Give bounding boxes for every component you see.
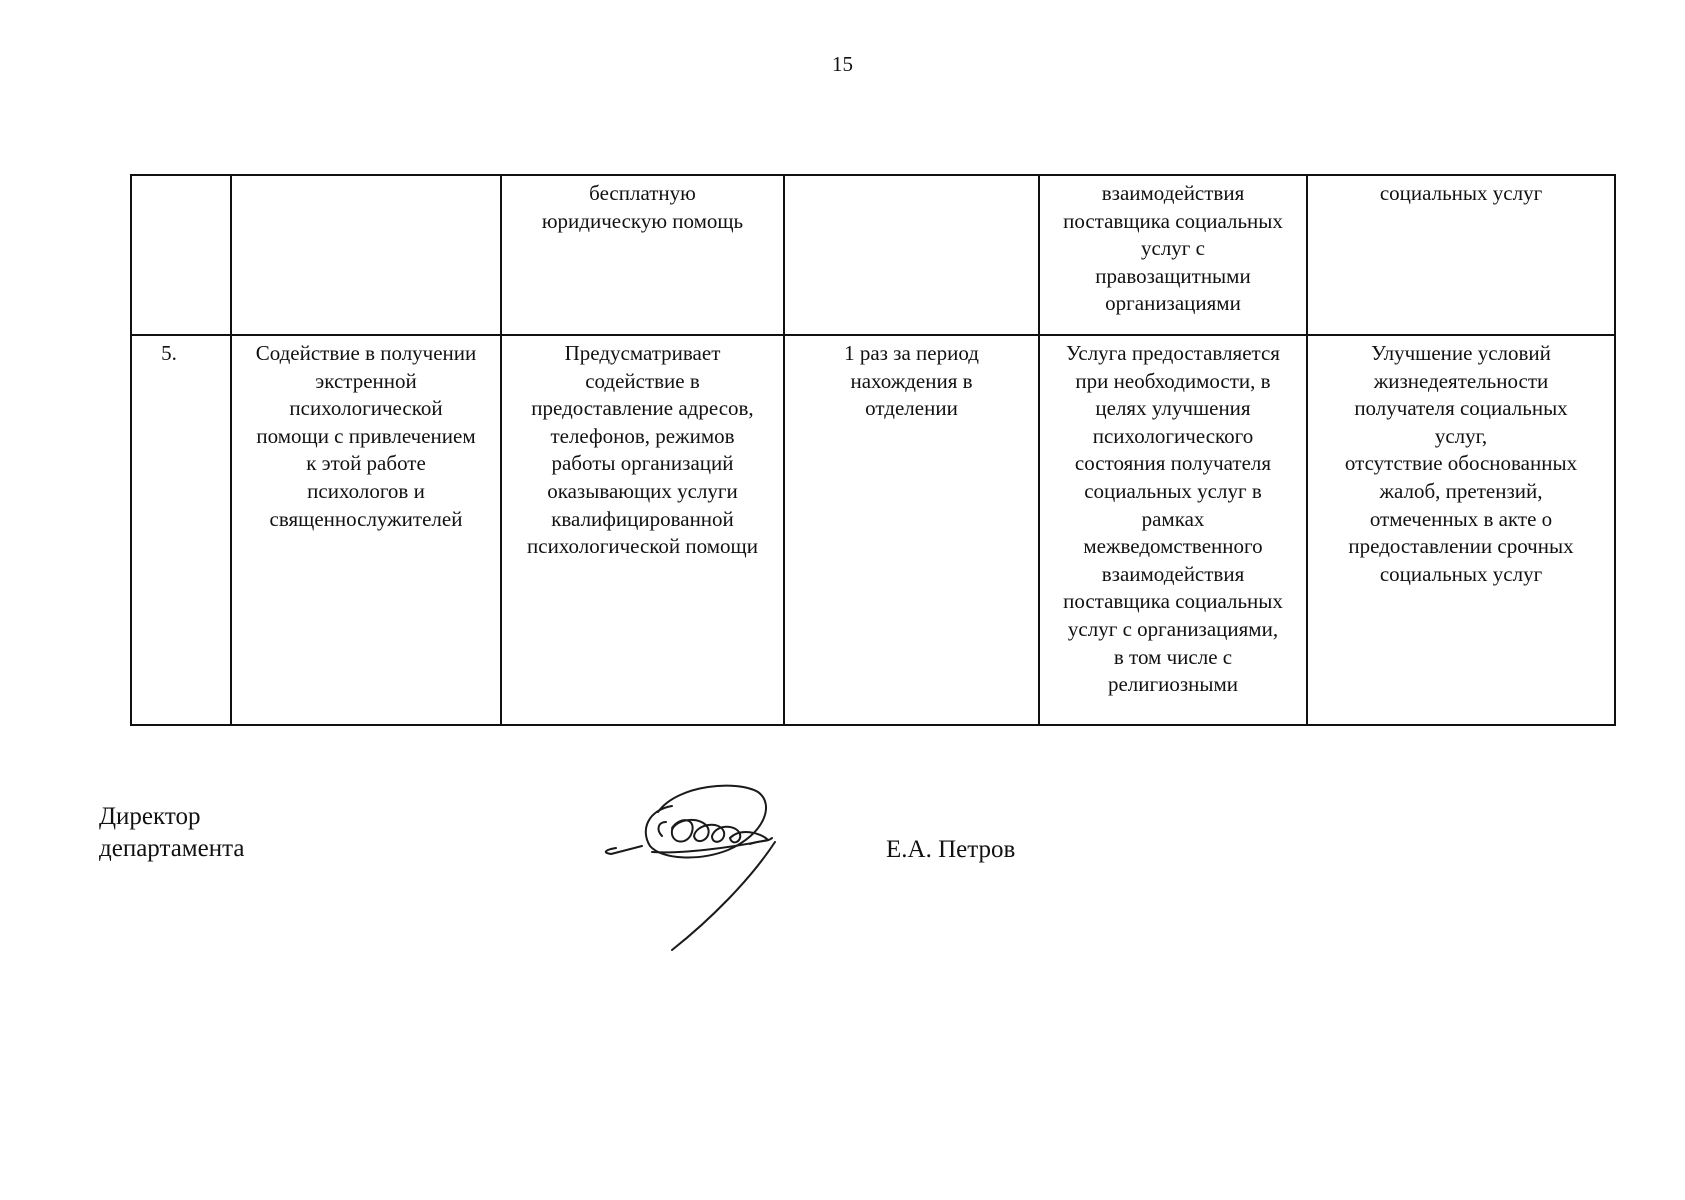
services-table xyxy=(130,174,1616,726)
page-number: 15 xyxy=(832,52,853,76)
cell-frequency: 1 раз за период нахождения в отделении xyxy=(784,335,1039,725)
signatory-name: Е.А. Петров xyxy=(886,836,1016,863)
table-row xyxy=(131,335,1615,725)
cell-frequency xyxy=(784,175,1039,335)
cell-description: бесплатную юридическую помощь xyxy=(501,175,784,335)
cell-result: социальных услуг xyxy=(1307,175,1615,335)
cell-service-name xyxy=(231,175,501,335)
cell-number xyxy=(131,175,231,335)
handwritten-signature xyxy=(600,770,850,960)
cell-result: Улучшение условий жизнедеятельности получателя социальных услуг, отсутствие обоснованных жалоб, претензий, отмеченных в акте о предоставлении срочных социальных услуг xyxy=(1307,335,1615,725)
signatory-title: Директор департамента xyxy=(99,803,245,862)
table-row xyxy=(131,175,1615,335)
cell-conditions: Услуга предоставляется при необходимости, в целях улучшения психологического состояния получателя социальных услуг в рамках межведомственного взаимодействия поставщика социальных услуг с организациями, в том числе с религиозными xyxy=(1039,335,1307,725)
cell-description: Предусматривает содействие в предоставление адресов, телефонов, режимов работы организаций оказывающих услуги квалифицированной психологической помощи xyxy=(501,335,784,725)
cell-number: 5. xyxy=(131,335,231,725)
cell-service-name: Содействие в получении экстренной психологической помощи с привлечением к этой работе психологов и священнослужителей xyxy=(231,335,501,725)
cell-conditions: взаимодействия поставщика социальных услуг с правозащитными организациями xyxy=(1039,175,1307,335)
